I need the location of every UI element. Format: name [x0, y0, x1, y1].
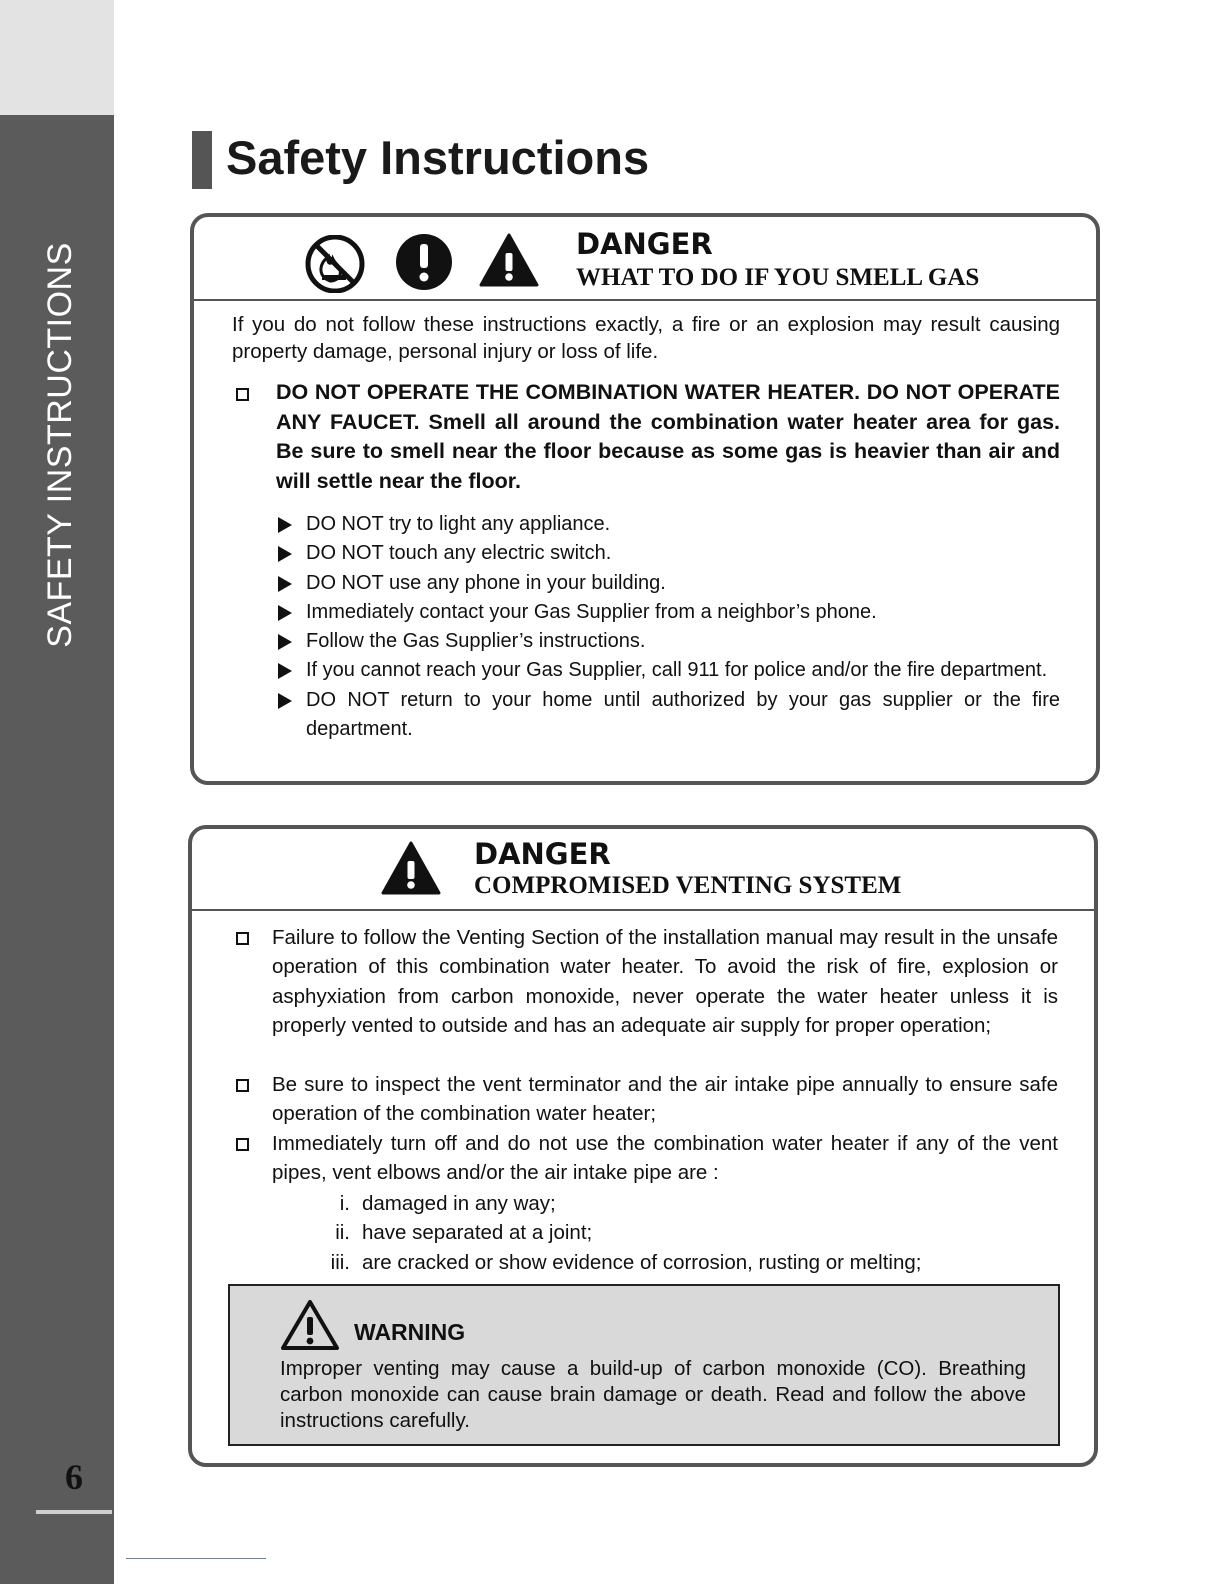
arrow-bullet-icon	[278, 634, 292, 650]
warning-box	[228, 1284, 1060, 1446]
intro-paragraph: If you do not follow these instructions exactly, a fire or an explosion may result causing property damage, personal injury or loss of life.	[232, 313, 1060, 363]
list-item: DO NOT touch any electric switch.	[276, 539, 1060, 568]
page-number-rule	[36, 1510, 112, 1514]
sidebar-top-panel	[0, 0, 114, 115]
venting-item-3: Immediately turn off and do not use the combination water heater if any of the vent pipes, vent elbows and/or the air intake pipe are :	[272, 1132, 1058, 1185]
main-instruction: DO NOT OPERATE THE COMBINATION WATER HEATER. DO NOT OPERATE ANY FAUCET. Smell all around the combination water heater area for gas. Be sure to smell near the floor because as some gas is heavier than air and will settle near the floor.	[276, 380, 1060, 493]
exclamation-circle-icon	[394, 233, 454, 291]
list-item: If you cannot reach your Gas Supplier, call 911 for police and/or the fire department.	[276, 656, 1060, 685]
page-title: Safety Instructions	[226, 131, 650, 184]
warning-triangle-icon	[381, 841, 441, 895]
arrow-bullet-icon	[278, 576, 292, 592]
list-item: Immediately contact your Gas Supplier from a neighbor’s phone.	[276, 598, 1060, 627]
warning-outline-icon	[280, 1298, 340, 1352]
header-divider	[194, 299, 1096, 301]
action-steps-list	[276, 510, 1060, 744]
footer-rule	[126, 1558, 266, 1559]
checkbox-bullet-icon	[236, 388, 249, 401]
danger-subheading: COMPROMISED VENTING SYSTEM	[474, 872, 902, 899]
danger-box-gas-smell	[190, 213, 1100, 785]
sidebar-section-label: SAFETY INSTRUCTIONS	[41, 242, 79, 648]
checkbox-bullet-icon	[236, 932, 249, 945]
checkbox-bullet-icon	[236, 1138, 249, 1151]
sidebar	[0, 115, 114, 1584]
arrow-bullet-icon	[278, 663, 292, 679]
no-open-flame-icon	[302, 235, 368, 293]
list-item: Follow the Gas Supplier’s instructions.	[276, 627, 1060, 656]
arrow-bullet-icon	[278, 605, 292, 621]
list-item: DO NOT use any phone in your building.	[276, 569, 1060, 598]
title-marker-bar	[192, 131, 212, 189]
venting-item-2: Be sure to inspect the vent terminator and the air intake pipe annually to ensure safe operation of the combination water heater;	[272, 1073, 1058, 1126]
venting-item-1: Failure to follow the Venting Section of the installation manual may result in the unsafe operation of this combination water heater. To avoid the risk of fire, explosion or asphyxiation from carbon monoxide, never operate the water heater unless it is properly vented to outside and has an adequate air supply for proper operation;	[272, 926, 1058, 1037]
list-item: ii. have separated at a joint;	[335, 1221, 593, 1245]
list-item: DO NOT return to your home until authorized by your gas supplier or the fire department.	[276, 686, 1060, 745]
checkbox-bullet-icon	[236, 1079, 249, 1092]
arrow-bullet-icon	[278, 517, 292, 533]
arrow-bullet-icon	[278, 693, 292, 709]
vent-conditions-list	[320, 1189, 1040, 1277]
list-item: iii. are cracked or show evidence of corrosion, rusting or melting;	[330, 1250, 922, 1274]
danger-subheading: WHAT TO DO IF YOU SMELL GAS	[576, 264, 980, 291]
danger-box-venting	[188, 825, 1098, 1467]
list-item: DO NOT try to light any appliance.	[276, 510, 1060, 539]
warning-title: WARNING	[354, 1319, 466, 1345]
arrow-bullet-icon	[278, 546, 292, 562]
danger-heading: DANGER	[474, 837, 611, 871]
list-item: i. damaged in any way;	[339, 1192, 556, 1215]
warning-text: Improper venting may cause a build-up of carbon monoxide (CO). Breathing carbon monoxide can cause brain damage or death. Read and follow the above instructions carefully.	[280, 1357, 1026, 1432]
page-number: 6	[65, 1457, 83, 1497]
warning-triangle-icon	[479, 233, 539, 287]
danger-heading: DANGER	[576, 227, 713, 261]
header-divider	[192, 909, 1094, 911]
